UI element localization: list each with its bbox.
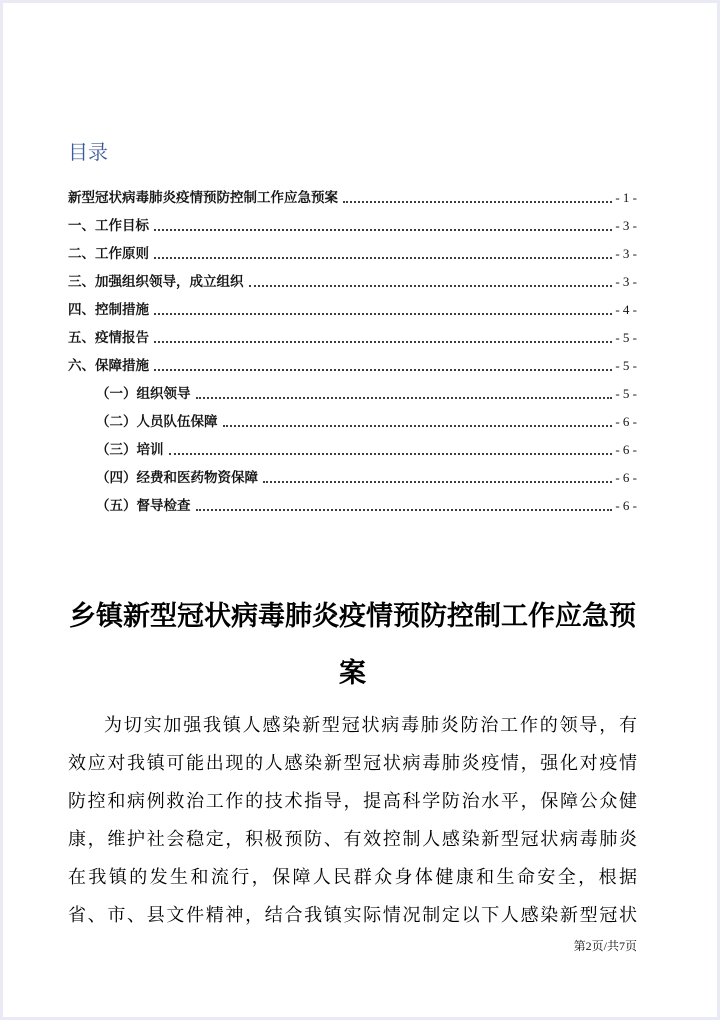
toc-entry-sub[interactable] bbox=[68, 402, 637, 430]
toc-page-number: - 4 - bbox=[615, 302, 637, 317]
toc-entry-label: 新型冠状病毒肺炎疫情预防控制工作应急预案 bbox=[68, 190, 338, 205]
toc-dot-leader bbox=[154, 341, 612, 343]
toc-entry[interactable] bbox=[68, 234, 637, 262]
toc-entry-sub[interactable] bbox=[68, 374, 637, 402]
toc-entry-label: 六、保障措施 bbox=[68, 358, 149, 373]
toc-page-number: - 3 - bbox=[615, 246, 637, 261]
document-title: 乡镇新型冠状病毒肺炎疫情预防控制工作应急预案 bbox=[69, 601, 636, 688]
toc-dot-leader bbox=[154, 229, 612, 231]
toc-entry-label: （三）培训 bbox=[96, 442, 164, 457]
toc-dot-leader bbox=[154, 369, 612, 371]
toc-entry[interactable] bbox=[68, 262, 637, 290]
toc-entry-sub[interactable] bbox=[68, 486, 637, 514]
toc-page-number: - 6 - bbox=[615, 442, 637, 457]
toc-heading: 目录 bbox=[68, 142, 108, 164]
toc-entry-label: 三、加强组织领导，成立组织 bbox=[68, 274, 244, 289]
body-line: 在我镇的发生和流行，保障人民群众身体健康和生命安全，根据 bbox=[68, 867, 637, 887]
toc-dot-leader bbox=[249, 285, 613, 287]
toc-dot-leader bbox=[154, 313, 612, 315]
toc-dot-leader bbox=[196, 397, 613, 399]
toc-dot-leader bbox=[169, 453, 613, 455]
toc-entry-sub[interactable] bbox=[68, 458, 637, 486]
page-number-indicator: 第2页/共7页 bbox=[573, 939, 637, 953]
toc-entry-label: 一、工作目标 bbox=[68, 218, 149, 233]
body-line: 为切实加强我镇人感染新型冠状病毒肺炎防治工作的领导，有 bbox=[104, 715, 637, 735]
body-line: 防控和病例救治工作的技术指导，提高科学防治水平，保障公众健 bbox=[68, 791, 637, 811]
toc-page-number: - 5 - bbox=[615, 358, 637, 373]
toc-dot-leader bbox=[263, 481, 612, 483]
toc-page-number: - 5 - bbox=[615, 330, 637, 345]
toc-entry-label: （二）人员队伍保障 bbox=[96, 414, 218, 429]
toc-page-number: - 1 - bbox=[615, 190, 637, 205]
toc-entry-label: 二、工作原则 bbox=[68, 246, 149, 261]
body-paragraph bbox=[68, 706, 637, 934]
toc-entry[interactable] bbox=[68, 346, 637, 374]
toc-dot-leader bbox=[343, 201, 612, 203]
toc-entry-label: （一）组织领导 bbox=[96, 386, 191, 401]
toc-entry-label: （四）经费和医药物资保障 bbox=[96, 470, 258, 485]
toc-dot-leader bbox=[196, 509, 613, 511]
body-line: 康，维护社会稳定，积极预防、有效控制人感染新型冠状病毒肺炎 bbox=[68, 829, 637, 849]
toc-page-number: - 5 - bbox=[615, 386, 637, 401]
body-line: 效应对我镇可能出现的人感染新型冠状病毒肺炎疫情，强化对疫情 bbox=[68, 753, 637, 773]
toc-entry[interactable] bbox=[68, 290, 637, 318]
body-line: 省、市、县文件精神，结合我镇实际情况制定以下人感染新型冠状 bbox=[68, 905, 637, 925]
toc-page-number: - 6 - bbox=[615, 414, 637, 429]
toc-entry[interactable] bbox=[68, 318, 637, 346]
toc-page-number: - 3 - bbox=[615, 218, 637, 233]
toc-page-number: - 6 - bbox=[615, 470, 637, 485]
toc-entry-label: 五、疫情报告 bbox=[68, 330, 149, 345]
toc-entry-label: 四、控制措施 bbox=[68, 302, 149, 317]
toc-entry-label: （五）督导检查 bbox=[96, 498, 191, 513]
toc-entry[interactable] bbox=[68, 206, 637, 234]
toc-page-number: - 3 - bbox=[615, 274, 637, 289]
toc-entry-sub[interactable] bbox=[68, 430, 637, 458]
toc-list bbox=[68, 178, 637, 514]
toc-dot-leader bbox=[223, 425, 613, 427]
toc-entry[interactable] bbox=[68, 178, 637, 206]
toc-page-number: - 6 - bbox=[615, 498, 637, 513]
toc-dot-leader bbox=[154, 257, 612, 259]
